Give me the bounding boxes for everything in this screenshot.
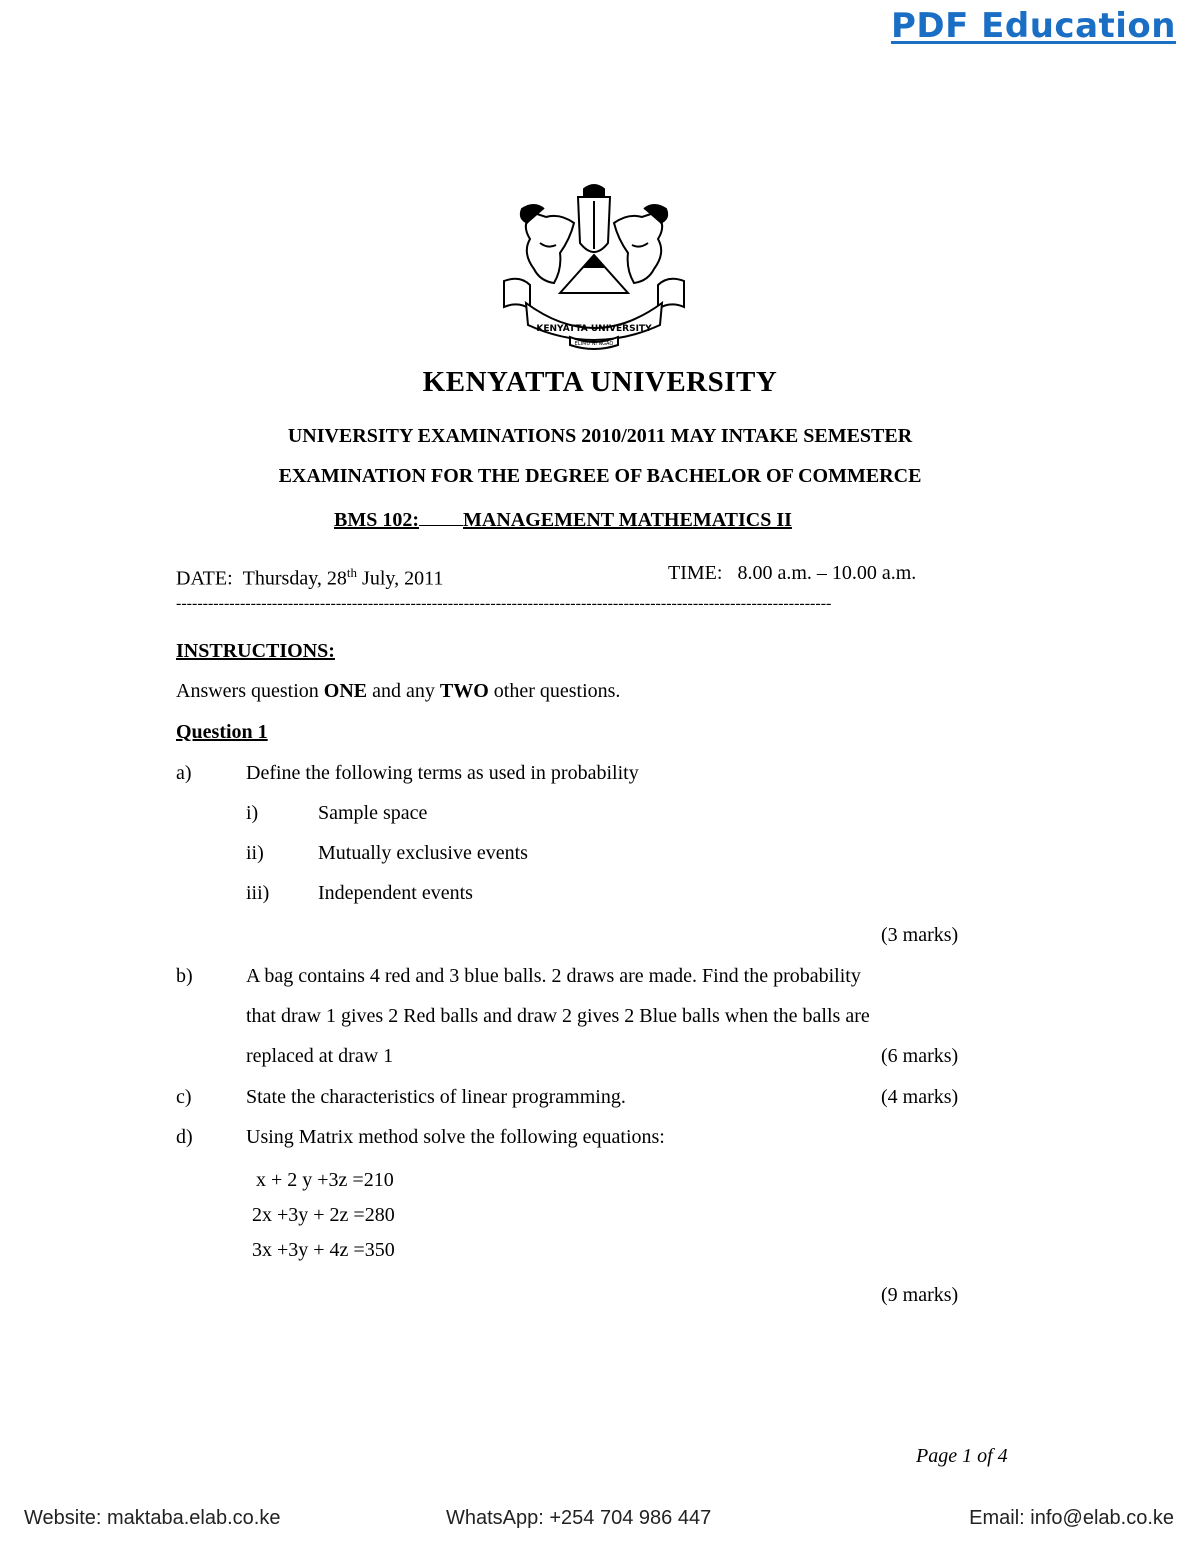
- q1c-label: c): [176, 1086, 192, 1108]
- equation-3: 3x +3y + 4z =350: [252, 1239, 395, 1261]
- footer-email-link[interactable]: Email: info@elab.co.ke: [969, 1507, 1174, 1529]
- q1b-line: replaced at draw 1: [246, 1045, 394, 1067]
- q1b-line: A bag contains 4 red and 3 blue balls. 2 draws are made. Find the probability: [246, 965, 861, 987]
- equation-1: x + 2 y +3z =210: [256, 1169, 394, 1191]
- q1a-item-text: Mutually exclusive events: [318, 842, 528, 864]
- q1d-label: d): [176, 1126, 193, 1148]
- exam-date: DATE: Thursday, 28th July, 2011: [176, 565, 444, 590]
- university-crest-icon: [500, 183, 688, 353]
- q1b-marks: (6 marks): [881, 1045, 959, 1067]
- exam-time: TIME: 8.00 a.m. – 10.00 a.m.: [668, 562, 917, 584]
- q1a-item-num: i): [246, 802, 259, 824]
- q1a-label: a): [176, 762, 192, 784]
- brand-logo-text[interactable]: PDF Education: [890, 6, 1176, 46]
- degree-line: EXAMINATION FOR THE DEGREE OF BACHELOR OF COMMERCE: [278, 465, 922, 487]
- university-name: KENYATTA UNIVERSITY: [422, 366, 778, 398]
- q1b-label: b): [176, 965, 193, 987]
- separator-line: ---------------------------------------------------------------------------------------------------------------------------: [176, 595, 832, 612]
- q1a-item-text: Sample space: [318, 802, 428, 824]
- q1a-item-num: iii): [246, 882, 270, 904]
- footer-whatsapp-link[interactable]: WhatsApp: +254 704 986 447: [446, 1507, 712, 1529]
- q1a-text: Define the following terms as used in probability: [246, 762, 639, 784]
- q1a-item-num: ii): [246, 842, 264, 864]
- svg-text:KENYATTA UNIVERSITY: KENYATTA UNIVERSITY: [536, 324, 652, 334]
- q1a-marks: (3 marks): [881, 924, 959, 946]
- course-heading: [334, 505, 792, 532]
- exam-session-line: UNIVERSITY EXAMINATIONS 2010/2011 MAY INTAKE SEMESTER: [287, 425, 913, 447]
- equation-2: 2x +3y + 2z =280: [252, 1204, 395, 1226]
- page-number: Page 1 of 4: [916, 1445, 1008, 1467]
- course-title: MANAGEMENT MATHEMATICS II: [463, 509, 792, 531]
- question-1-heading: Question 1: [176, 721, 268, 743]
- q1d-text: Using Matrix method solve the following equations:: [246, 1126, 665, 1148]
- q1a-item-text: Independent events: [318, 882, 473, 904]
- course-code: BMS 102:: [334, 509, 419, 531]
- instructions-text: Answers question ONE and any TWO other questions.: [176, 680, 621, 702]
- instructions-heading: INSTRUCTIONS:: [176, 640, 335, 662]
- q1c-text: State the characteristics of linear programming.: [246, 1086, 626, 1108]
- svg-text:ELIMU NI NGAO: ELIMU NI NGAO: [574, 341, 614, 347]
- footer-website-link[interactable]: Website: maktaba.elab.co.ke: [24, 1507, 281, 1529]
- q1d-marks: (9 marks): [881, 1284, 959, 1306]
- q1b-line: that draw 1 gives 2 Red balls and draw 2 gives 2 Blue balls when the balls are: [246, 1005, 870, 1027]
- q1c-marks: (4 marks): [881, 1086, 959, 1108]
